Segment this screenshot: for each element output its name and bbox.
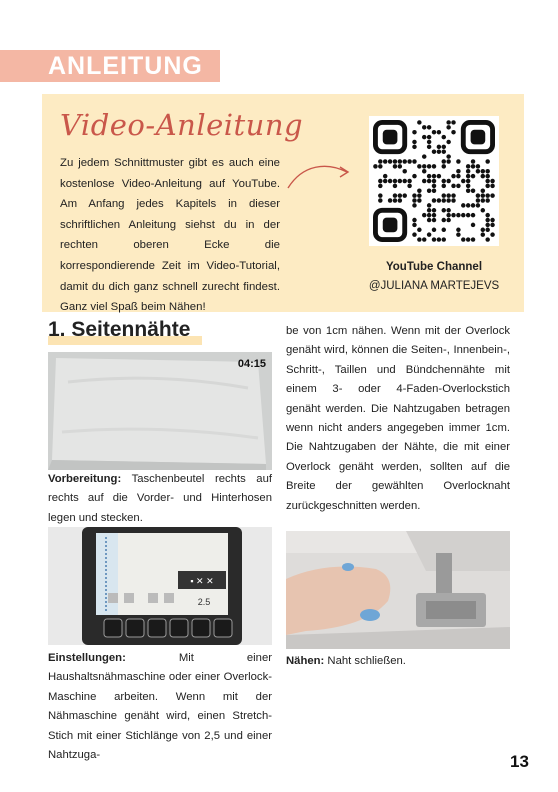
caption-preparation-label: Vorbereitung:: [48, 473, 122, 485]
fabric-photo: [48, 352, 272, 470]
page-title: ANLEITUNG: [48, 52, 203, 80]
screen-stitch-length: 2.5: [197, 597, 211, 607]
caption-sewing-text: Naht schließen.: [324, 655, 406, 667]
sewing-photo: [286, 531, 510, 649]
video-description: Zu jedem Schnittmuster gibt es auch eine kostenlose Video-Anleitung auf YouTube. Am Anfang jedes Kapitels in dieser schriftlichen Anleitung siehst du in der rechten oberen Ecke die korrespondierende Zeit im Video-Tutorial, damit du dich ganz schnell zurecht findest. Ganz viel Spaß beim Nähen!: [60, 157, 280, 314]
caption-sewing: [286, 652, 510, 671]
caption-settings-label: Einstellungen:: [48, 652, 126, 664]
caption-settings: [48, 649, 272, 765]
caption-sewing-label: Nähen:: [286, 655, 325, 667]
caption-settings-text: Mit einer Haushaltsnähmaschine oder einer Overlock-Maschine arbeiten. Wenn mit der Nähmaschine genäht wird, einen Stretch-Stich mit einer Stichlänge von 2,5 und einer Nahtzuga-: [48, 652, 272, 762]
youtube-channel-handle: @JULIANA MARTEJEVS: [368, 280, 500, 292]
arrow-icon: [285, 158, 355, 192]
youtube-channel-label: YouTube Channel: [385, 261, 483, 273]
page-number: 13: [510, 752, 529, 771]
video-timestamp: 04:15: [237, 358, 266, 370]
section-title: 1. Seitennähte: [48, 318, 191, 341]
video-heading: Video-Anleitung: [60, 108, 304, 142]
caption-preparation-text: Taschenbeutel rechts auf rechts auf die Vorder- und Hinterhosen legen und stecken.: [48, 473, 272, 524]
screen-pattern-label: ▪ ✕ ✕: [190, 576, 214, 586]
caption-preparation: [48, 470, 272, 528]
sewing-machine-screen-photo: [48, 527, 272, 645]
qr-code-icon[interactable]: [369, 116, 499, 246]
caption-settings-continued: be von 1cm nähen. Wenn mit der Overlock genäht wird, können die Seiten-, Innenbein-, Schritt-, Taillen und Bündchennähte mit einem 3- oder 4-Faden-Overlockstich genäht werden. Die Nahtzugaben betragen wenn nicht anders angegeben immer 1cm. Die Nahtzugaben der Nähte, die mit einer Overlock genäht werden, sollten auf die Breite der gewählten Overlocknaht zurückgeschnitten werden.: [286, 325, 510, 512]
